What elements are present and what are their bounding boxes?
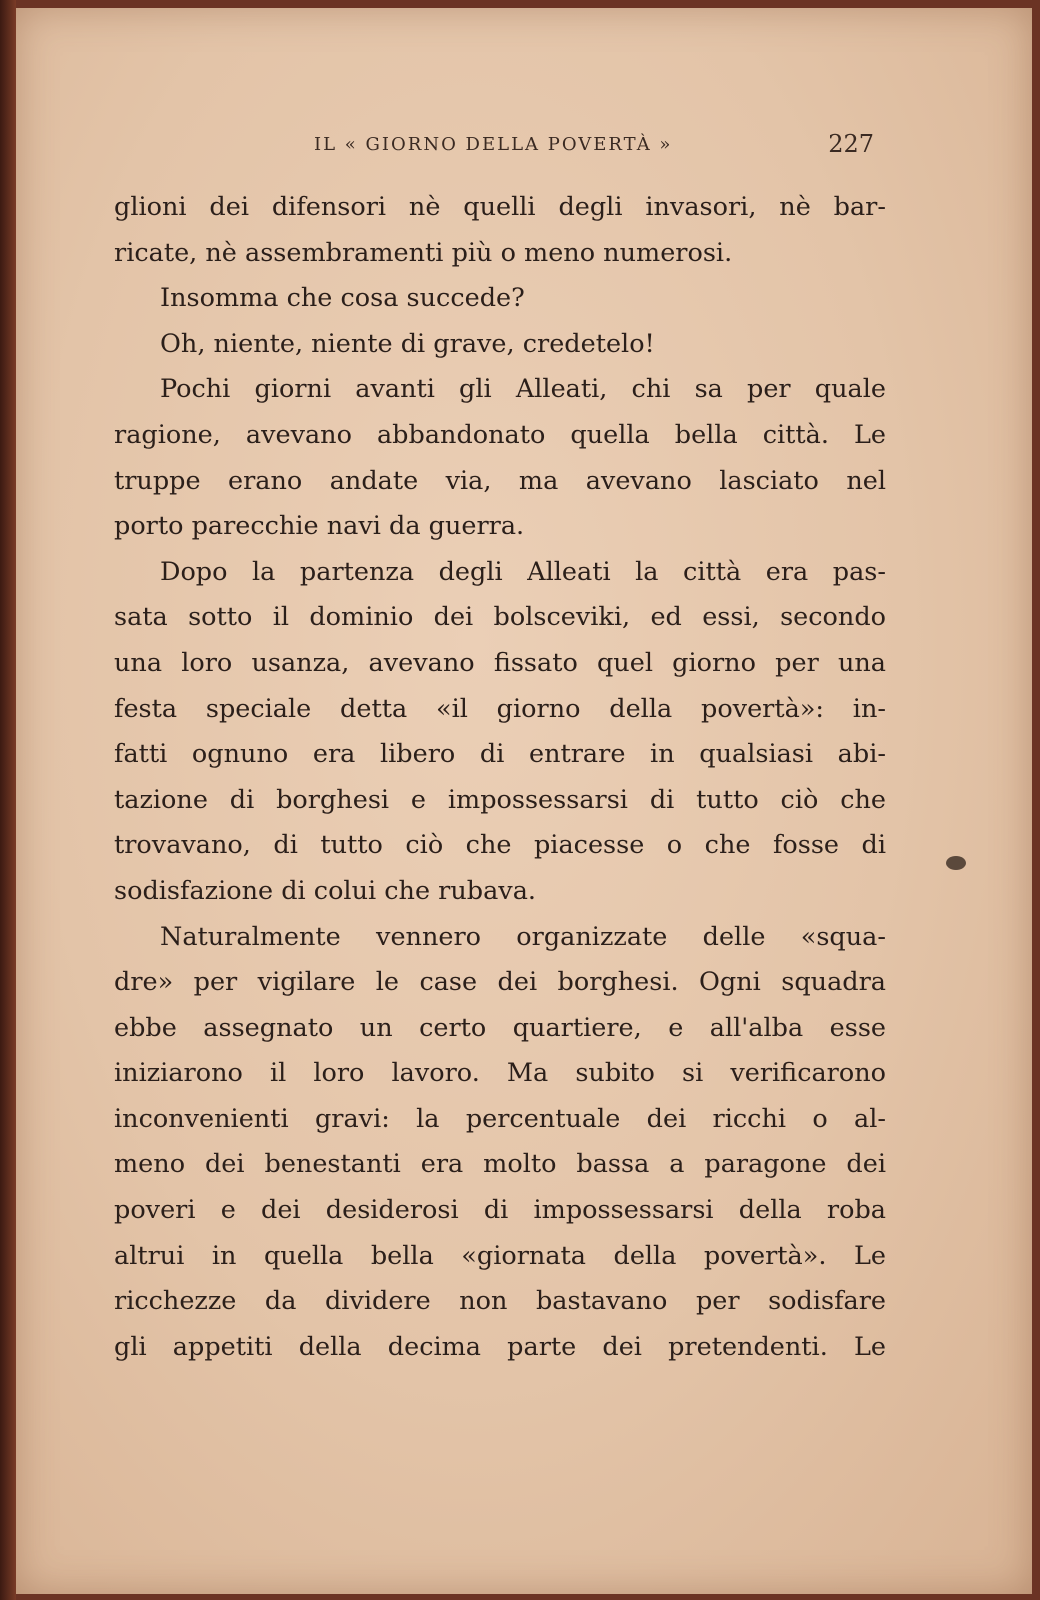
text-line: ricate, nè assembramenti più o meno numerosi.: [114, 237, 733, 268]
ink-stain: [946, 856, 966, 870]
text-line: ebbe assegnato un certo quartiere, e all'alba esse: [114, 1012, 886, 1043]
body-text: [114, 185, 886, 1370]
running-head: [124, 130, 904, 162]
text-line: Dopo la partenza degli Alleati la città era pas-: [160, 556, 886, 587]
text-line: inconvenienti gravi: la percentuale dei ricchi o al-: [114, 1103, 886, 1134]
text-line: sodisfazione di colui che rubava.: [114, 875, 537, 906]
text-line: festa speciale detta «il giorno della povertà»: in-: [114, 693, 886, 724]
text-line: Naturalmente vennero organizzate delle «squa-: [160, 921, 886, 952]
text-line: gli appetiti della decima parte dei pretendenti. Le: [114, 1331, 886, 1362]
text-line: Oh, niente, niente di grave, credetelo!: [160, 328, 655, 359]
book-spine-edge: [0, 0, 16, 1600]
page-number: 227: [828, 130, 874, 158]
text-line: dre» per vigilare le case dei borghesi. Ogni squadra: [114, 967, 886, 998]
text-line: trovavano, di tutto ciò che piacesse o che fosse di: [114, 830, 886, 861]
text-line: truppe erano andate via, ma avevano lasciato nel: [114, 465, 886, 496]
text-line: meno dei benestanti era molto bassa a paragone dei: [114, 1149, 886, 1180]
text-line: Pochi giorni avanti gli Alleati, chi sa per quale: [160, 374, 886, 405]
text-line: tazione di borghesi e impossessarsi di tutto ciò che: [114, 784, 886, 815]
text-line: altrui in quella bella «giornata della povertà». Le: [114, 1240, 886, 1271]
text-line: ricchezze da dividere non bastavano per sodisfare: [114, 1286, 886, 1317]
text-line: fatti ognuno era libero di entrare in qualsiasi abi-: [114, 739, 886, 770]
text-line: poveri e dei desiderosi di impossessarsi della roba: [114, 1195, 886, 1226]
text-line: Insomma che cosa succede?: [160, 283, 525, 314]
text-line: sata sotto il dominio dei bolsceviki, ed essi, secondo: [114, 602, 886, 633]
text-line: una loro usanza, avevano fissato quel giorno per una: [114, 647, 886, 678]
text-line: glioni dei difensori nè quelli degli invasori, nè bar-: [114, 192, 886, 222]
text-line: ragione, avevano abbandonato quella bella città. Le: [114, 419, 886, 450]
text-line: iniziarono il loro lavoro. Ma subito si verificarono: [114, 1058, 886, 1089]
text-line: porto parecchie navi da guerra.: [114, 511, 525, 542]
running-title: IL « GIORNO DELLA POVERTÀ »: [314, 134, 673, 155]
